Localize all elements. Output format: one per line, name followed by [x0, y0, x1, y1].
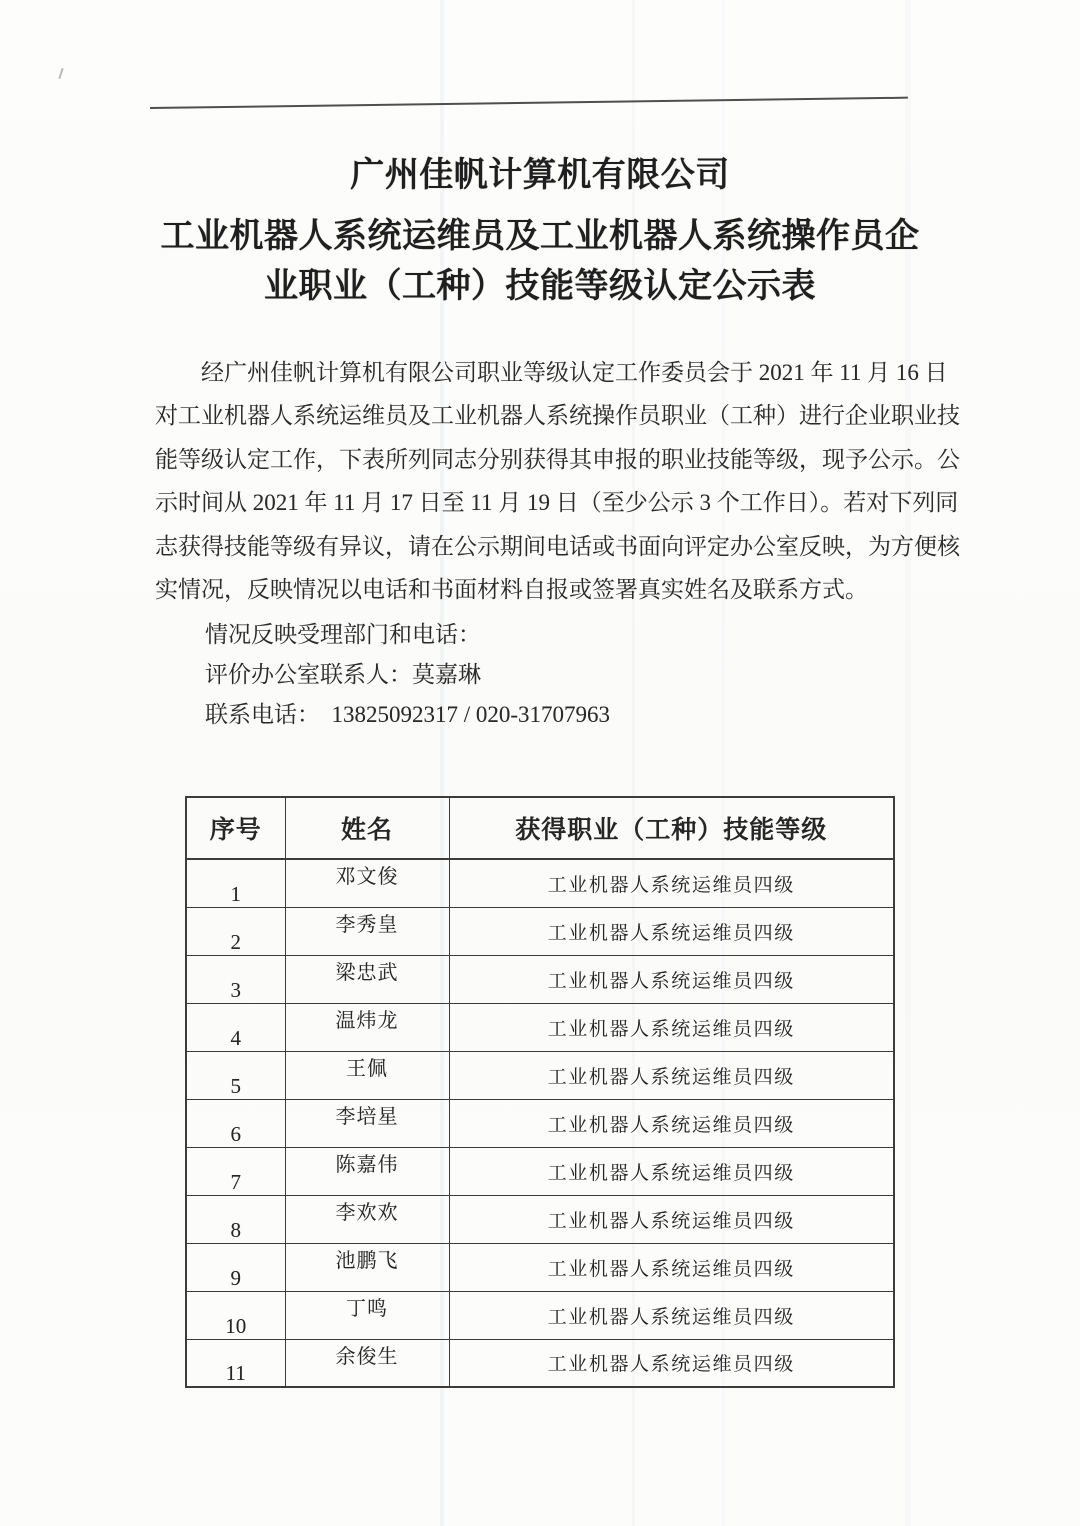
header-serial-number: 序号 — [186, 797, 285, 859]
serial-number-cell: 4 — [186, 1003, 285, 1051]
document-title-line-3: 业职业（工种）技能等级认定公示表 — [264, 268, 816, 305]
skill-level-cell: 工业机器人系统运维员四级 — [449, 1243, 894, 1291]
skill-level-cell: 工业机器人系统运维员四级 — [449, 859, 894, 907]
contact-dept-line: 情况反映受理部门和电话： — [205, 622, 481, 647]
table-row — [186, 1243, 894, 1291]
table-row — [186, 1147, 894, 1195]
page-top-rule — [150, 97, 908, 109]
paragraph-line: 实情况，反映情况以电话和书面材料自报或签署真实姓名及联系方式。 — [155, 576, 868, 602]
paragraph-line: 志获得技能等级有异议，请在公示期间电话或书面向评定办公室反映，为方便核 — [155, 533, 960, 559]
serial-number-cell: 11 — [186, 1339, 285, 1387]
person-name-cell: 丁鸣 — [285, 1291, 449, 1339]
person-name-cell: 王佩 — [285, 1051, 449, 1099]
header-skill-level: 获得职业（工种）技能等级 — [449, 797, 894, 859]
paragraph-line: 示时间从 2021 年 11 月 17 日至 11 月 19 日（至少公示 3 个工作日）。若对下列同 — [155, 490, 959, 516]
person-name-cell: 李秀皇 — [285, 907, 449, 955]
serial-number-cell: 10 — [186, 1291, 285, 1339]
table-row — [186, 907, 894, 955]
skill-level-cell: 工业机器人系统运维员四级 — [449, 907, 894, 955]
skill-level-cell: 工业机器人系统运维员四级 — [449, 1099, 894, 1147]
contact-person-line: 评价办公室联系人：莫嘉琳 — [205, 662, 481, 687]
person-name-cell: 李培星 — [285, 1099, 449, 1147]
contact-phone-line: 联系电话： 13825092317 / 020-31707963 — [205, 702, 611, 727]
paragraph-line: 对工业机器人系统运维员及工业机器人系统操作员职业（工种）进行企业职业技 — [155, 403, 960, 429]
person-name-cell: 邓文俊 — [285, 859, 449, 907]
document-title-line-2: 工业机器人系统运维员及工业机器人系统操作员企 — [160, 218, 920, 255]
table-row — [186, 955, 894, 1003]
contact-info-block — [205, 615, 610, 735]
serial-number-cell: 6 — [186, 1099, 285, 1147]
skill-level-cell: 工业机器人系统运维员四级 — [449, 1051, 894, 1099]
serial-number-cell: 3 — [186, 955, 285, 1003]
company-title: 广州佳帆计算机有限公司 — [350, 157, 730, 194]
paragraph-line: 经广州佳帆计算机有限公司职业等级认定工作委员会于 2021 年 11 月 16 日 — [201, 360, 948, 385]
scan-speckle — [58, 68, 63, 79]
skill-level-cell: 工业机器人系统运维员四级 — [449, 1339, 894, 1387]
skill-level-cell: 工业机器人系统运维员四级 — [449, 1147, 894, 1195]
serial-number-cell: 7 — [186, 1147, 285, 1195]
table-row — [186, 1003, 894, 1051]
table-row — [186, 1195, 894, 1243]
serial-number-cell: 9 — [186, 1243, 285, 1291]
serial-number-cell: 5 — [186, 1051, 285, 1099]
certification-result-table — [185, 796, 895, 1388]
table-header-row — [186, 797, 894, 859]
skill-level-cell: 工业机器人系统运维员四级 — [449, 1195, 894, 1243]
header-name: 姓名 — [285, 797, 449, 859]
table-row — [186, 859, 894, 907]
table-row — [186, 1291, 894, 1339]
serial-number-cell: 1 — [186, 859, 285, 907]
paragraph-line: 能等级认定工作，下表所列同志分别获得其申报的职业技能等级，现予公示。公 — [155, 446, 960, 472]
notice-paragraph — [155, 351, 960, 611]
skill-level-cell: 工业机器人系统运维员四级 — [449, 1291, 894, 1339]
serial-number-cell: 8 — [186, 1195, 285, 1243]
person-name-cell: 余俊生 — [285, 1339, 449, 1387]
table-row — [186, 1099, 894, 1147]
table-row — [186, 1339, 894, 1387]
person-name-cell: 池鹏飞 — [285, 1243, 449, 1291]
serial-number-cell: 2 — [186, 907, 285, 955]
person-name-cell: 温炜龙 — [285, 1003, 449, 1051]
skill-level-cell: 工业机器人系统运维员四级 — [449, 1003, 894, 1051]
person-name-cell: 陈嘉伟 — [285, 1147, 449, 1195]
table-row — [186, 1051, 894, 1099]
person-name-cell: 李欢欢 — [285, 1195, 449, 1243]
person-name-cell: 梁忠武 — [285, 955, 449, 1003]
skill-level-cell: 工业机器人系统运维员四级 — [449, 955, 894, 1003]
